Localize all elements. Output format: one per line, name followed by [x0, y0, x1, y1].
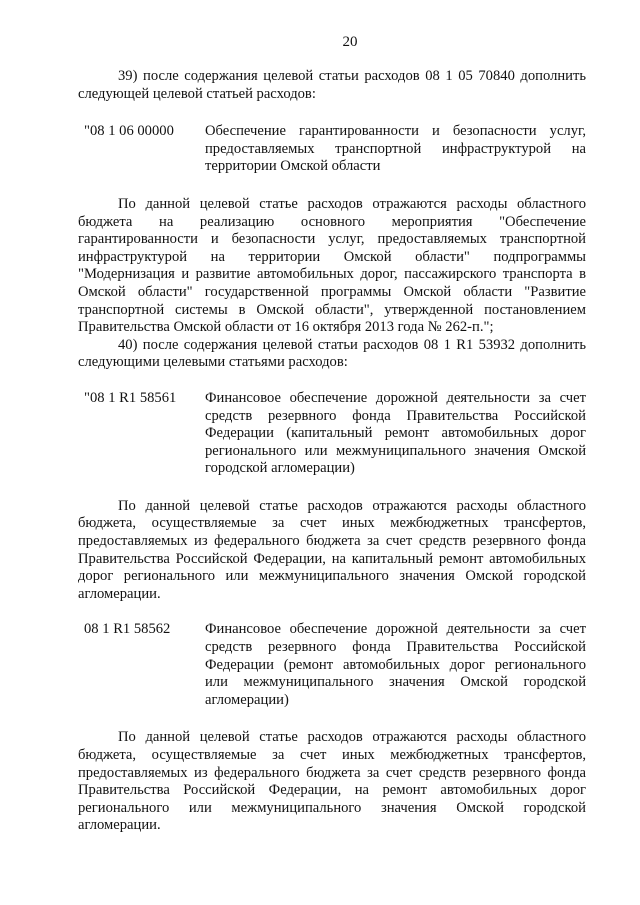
expense-explanation: По данной целевой статье расходов отражаются расходы областного бюджета, осуществляемые за счет иных межбюджетных трансфертов, предоставляемых из федерального бюджета за счет средств резервного фонда Правительства Российской Федерации, на капитальный ремонт автомобильных дорог регионального или межмуниципального значения Омской городской агломерации.	[78, 497, 586, 602]
item-40-intro: 40) после содержания целевой статьи расходов 08 1 R1 53932 дополнить следующими целевыми статьями расходов:	[78, 336, 586, 371]
expense-code: "08 1 06 00000	[84, 123, 174, 140]
expense-description: Финансовое обеспечение дорожной деятельности за счет средств резервного фонда Правительства Российской Федерации (ремонт автомобильных дорог регионального или межмуниципального значения Омской городской агломерации)	[205, 621, 586, 708]
document-body	[78, 68, 586, 835]
expense-description: Обеспечение гарантированности и безопасности услуг, предоставляемых транспортной инфраструктурой на территории Омской области	[205, 123, 586, 175]
expense-code: 08 1 R1 58562	[84, 621, 171, 638]
expense-code: "08 1 R1 58561	[84, 389, 177, 406]
item-39-intro: 39) после содержания целевой статьи расходов 08 1 05 70840 дополнить следующей целевой статьей расходов:	[78, 68, 586, 102]
expense-explanation: По данной целевой статье расходов отражаются расходы областного бюджета на реализацию основного мероприятия "Обеспечение гарантированности и безопасности услуг, предоставляемых транспортной инфраструктурой на территории Омской области" подпрограммы "Модернизация и развитие автомобильных дорог, пассажирского транспорта в Омской области" государственной программы Омской области "Развитие транспортной системы в Омской области", утвержденной постановлением Правительства Омской области от 16 октября 2013 года № 262-п.";	[78, 195, 586, 336]
expense-entry-08-1-r1-58562	[78, 621, 586, 709]
expense-entry-08-1-r1-58561	[78, 390, 586, 478]
expense-entry-08-1-06-00000	[78, 123, 586, 176]
expense-description: Финансовое обеспечение дорожной деятельности за счет средств резервного фонда Правительства Российской Федерации (капитальный ремонт автомобильных дорог регионального или межмуниципального значения Омской городской агломерации)	[205, 389, 586, 477]
page-number: 20	[342, 34, 358, 50]
expense-explanation: По данной целевой статье расходов отражаются расходы областного бюджета, осуществляемые за счет иных межбюджетных трансфертов, предоставляемых из федерального бюджета за счет средств резервного фонда Правительства Российской Федерации, на ремонт автомобильных дорог регионального или межмуниципального значения Омской городской агломерации.	[78, 729, 586, 834]
